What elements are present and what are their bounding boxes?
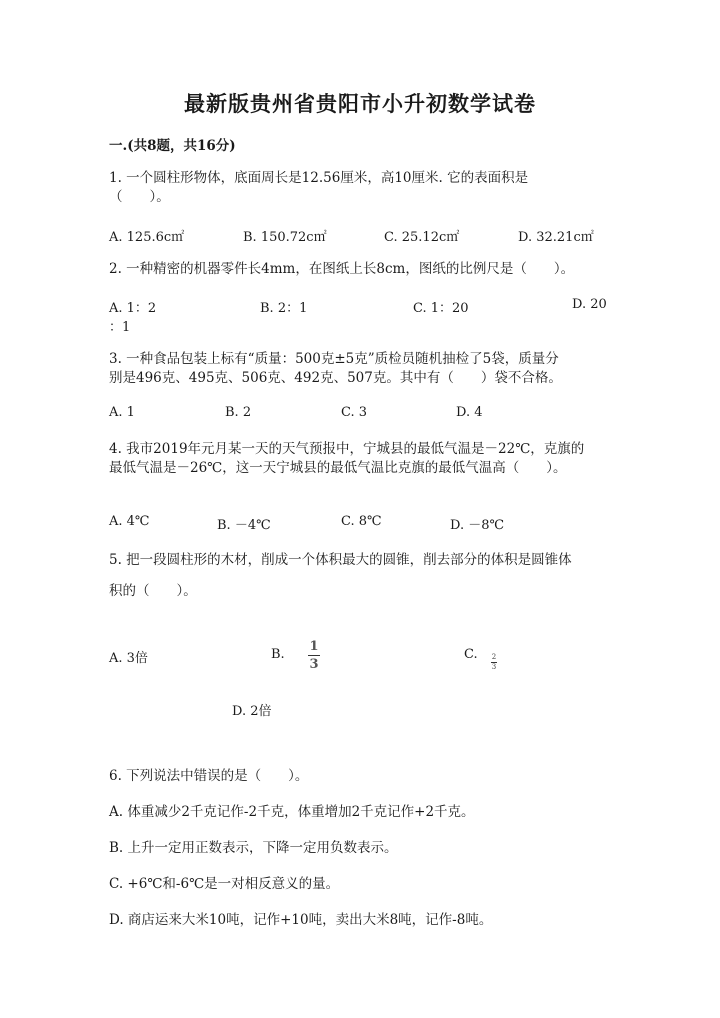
question-5-option-a[interactable]: A. 3倍 — [109, 651, 148, 666]
question-5-option-d[interactable]: D. 2倍 — [232, 704, 272, 719]
question-5-option-c-fraction — [491, 654, 497, 671]
question-1-text-cont: （ ）。 — [109, 189, 170, 205]
question-3-option-d[interactable]: D. 4 — [456, 405, 483, 420]
question-2-text: 2. 一种精密的机器零件长4mm，在图纸上长8cm，图纸的比例尺是（ ）。 — [109, 261, 575, 277]
question-5-option-c[interactable]: C. — [464, 647, 478, 662]
question-1-option-b[interactable]: B. 150.72c㎡ — [243, 230, 327, 245]
question-3-text-cont: 别是496克、495克、506克、492克、507克。其中有（ ）袋不合格。 — [109, 370, 562, 386]
fraction-numerator: 2 — [491, 653, 497, 661]
question-1-text: 1. 一个圆柱形物体，底面周长是12.56厘米，高10厘米. 它的表面积是 — [109, 170, 529, 186]
fraction-numerator: 1 — [309, 639, 319, 654]
question-5-text-cont: 积的（ ）。 — [109, 583, 197, 599]
question-4-option-b[interactable]: B. －4℃ — [217, 518, 271, 533]
question-2-option-d[interactable]: D. 20 — [572, 297, 607, 312]
question-1-option-c[interactable]: C. 25.12c㎡ — [384, 230, 460, 245]
question-4-option-c[interactable]: C. 8℃ — [341, 514, 382, 529]
question-3-option-c[interactable]: C. 3 — [341, 405, 368, 420]
question-6-option-a[interactable]: A. 体重减少2千克记作-2千克，体重增加2千克记作+2千克。 — [109, 804, 475, 820]
question-1-option-d[interactable]: D. 32.21c㎡ — [518, 230, 594, 245]
question-3-option-a[interactable]: A. 1 — [109, 405, 135, 420]
question-2-option-a[interactable]: A. 1：2 — [109, 301, 157, 316]
question-4-text: 4. 我市2019年元月某一天的天气预报中，宁城县的最低气温是－22℃，克旗的 — [109, 441, 585, 457]
question-4-text-cont: 最低气温是－26℃，这一天宁城县的最低气温比克旗的最低气温高（ ）。 — [109, 460, 567, 476]
question-4-option-d[interactable]: D. －8℃ — [450, 518, 505, 533]
fraction-bar — [308, 655, 320, 656]
question-6-option-c[interactable]: C. +6℃和-6℃是一对相反意义的量。 — [109, 876, 340, 892]
fraction-denominator: 3 — [309, 657, 319, 672]
question-2-option-d-cont: ：1 — [109, 320, 131, 335]
question-6-option-d[interactable]: D. 商店运来大米10吨，记作+10吨，卖出大米8吨，记作-8吨。 — [109, 912, 493, 928]
fraction-denominator: 3 — [491, 663, 497, 671]
question-6-text: 6. 下列说法中错误的是（ ）。 — [109, 768, 309, 784]
question-5-text: 5. 把一段圆柱形的木材，削成一个体积最大的圆锥，削去部分的体积是圆锥体 — [109, 552, 572, 568]
question-3-text: 3. 一种食品包装上标有“质量：500克±5克”质检员随机抽检了5袋，质量分 — [109, 351, 559, 367]
section-heading: 一.(共8题，共16分) — [109, 138, 236, 154]
question-3-option-b[interactable]: B. 2 — [225, 405, 252, 420]
question-5-option-b[interactable]: B. — [271, 647, 285, 662]
question-4-option-a[interactable]: A. 4℃ — [109, 514, 150, 529]
page-title: 最新版贵州省贵阳市小升初数学试卷 — [184, 92, 536, 116]
question-5-option-b-fraction — [308, 640, 320, 671]
question-2-option-c[interactable]: C. 1：20 — [413, 301, 469, 316]
question-6-option-b[interactable]: B. 上升一定用正数表示，下降一定用负数表示。 — [109, 840, 398, 856]
question-2-option-b[interactable]: B. 2：1 — [260, 301, 308, 316]
question-1-option-a[interactable]: A. 125.6c㎡ — [109, 230, 185, 245]
